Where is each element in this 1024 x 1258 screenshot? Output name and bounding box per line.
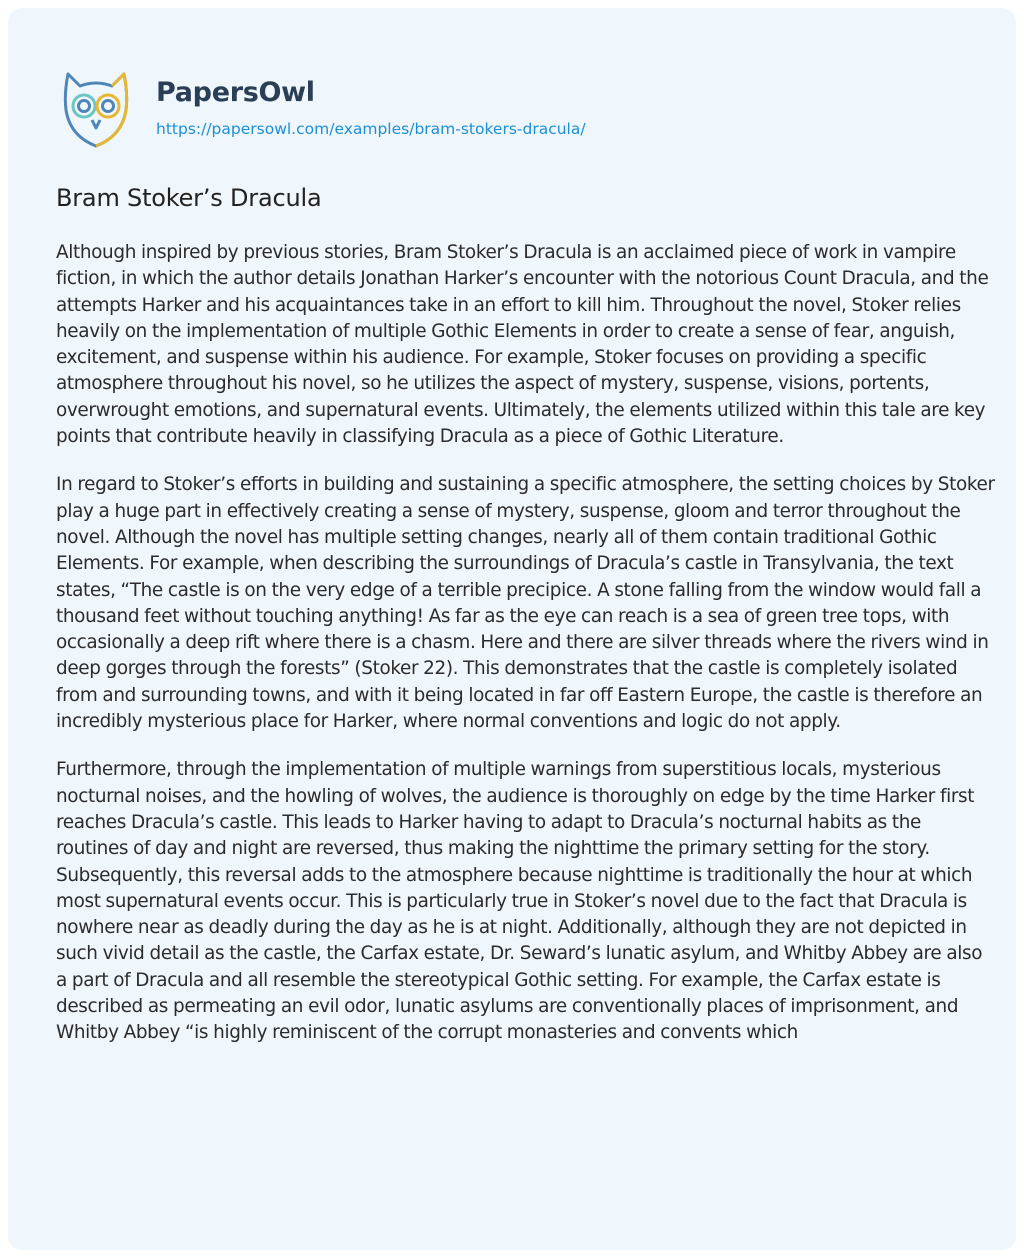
paragraph: In regard to Stoker’s efforts in building and sustaining a specific atmosphere, the setting choices by Stoker play a huge part in effectively creating a sense of mystery, suspense, gloom and terror throughout the novel. Although the novel has multiple setting changes, nearly all of them contain traditional Gothic Elements. For example, when describing the surroundings of Dracula’s castle in Transylvania, the text states, “The castle is on the very edge of a terrible precipice. A stone falling from the window would fall a thousand feet without touching anything! As far as the eye can reach is a sea of green tree tops, with occasionally a deep rift where there is a chasm. Here and there are silver threads where the rivers wind in deep gorges through the forests” (Stoker 22). This demonstrates that the castle is completely isolated from and surrounding towns, and with it being located in far off Eastern Europe, the castle is therefore an incredibly mysterious place for Harker, where normal conventions and logic do not apply. <box>56 474 995 733</box>
paragraph: Although inspired by previous stories, Bram Stoker’s Dracula is an acclaimed piece of work in vampire fiction, in which the author details Jonathan Harker’s encounter with the notorious Count Dracula, and the attempts Harker and his acquaintances take in an effort to kill him. Throughout the novel, Stoker relies heavily on the implementation of multiple Gothic Elements in order to create a sense of fear, anguish, excitement, and suspense within his audience. For example, Stoker focuses on providing a specific atmosphere throughout his novel, so he utilizes the aspect of mystery, suspense, visions, portents, overwrought emotions, and supernatural events. Ultimately, the elements utilized within this tale are key points that contribute heavily in classifying Dracula as a piece of Gothic Literature. <box>56 242 989 448</box>
owl-logo-icon[interactable] <box>56 66 136 150</box>
paragraph: Furthermore, through the implementation of multiple warnings from superstitious locals, mysterious nocturnal noises, and the howling of wolves, the audience is thoroughly on edge by the time Harker first reaches Dracula’s castle. This leads to Harker having to adapt to Dracula’s nocturnal habits as the routines of day and night are reversed, thus making the nighttime the primary setting for the story. Subsequently, this reversal adds to the atmosphere because nighttime is traditionally the hour at which most supernatural events occur. This is particularly true in Stoker’s novel due to the fact that Dracula is nowhere near as deadly during the day as he is at night. Additionally, although they are not depicted in such vivid detail as the castle, the Carfax estate, Dr. Seward’s lunatic asylum, and Whitby Abbey are also a part of Dracula and all resemble the stereotypical Gothic setting. For example, the Carfax estate is described as permeating an evil odor, lunatic asylums are conventionally places of imprisonment, and Whitby Abbey “is highly reminiscent of the corrupt monasteries and convents which <box>56 759 983 1044</box>
source-url-link[interactable]: https://papersowl.com/examples/bram-stokers-dracula/ <box>156 120 586 139</box>
brand-text <box>156 78 586 139</box>
document-card <box>8 8 1016 1250</box>
article-body <box>56 240 996 1069</box>
brand-name: PapersOwl <box>156 76 315 108</box>
brand-header <box>56 66 586 150</box>
article-title: Bram Stoker’s Dracula <box>56 184 322 212</box>
